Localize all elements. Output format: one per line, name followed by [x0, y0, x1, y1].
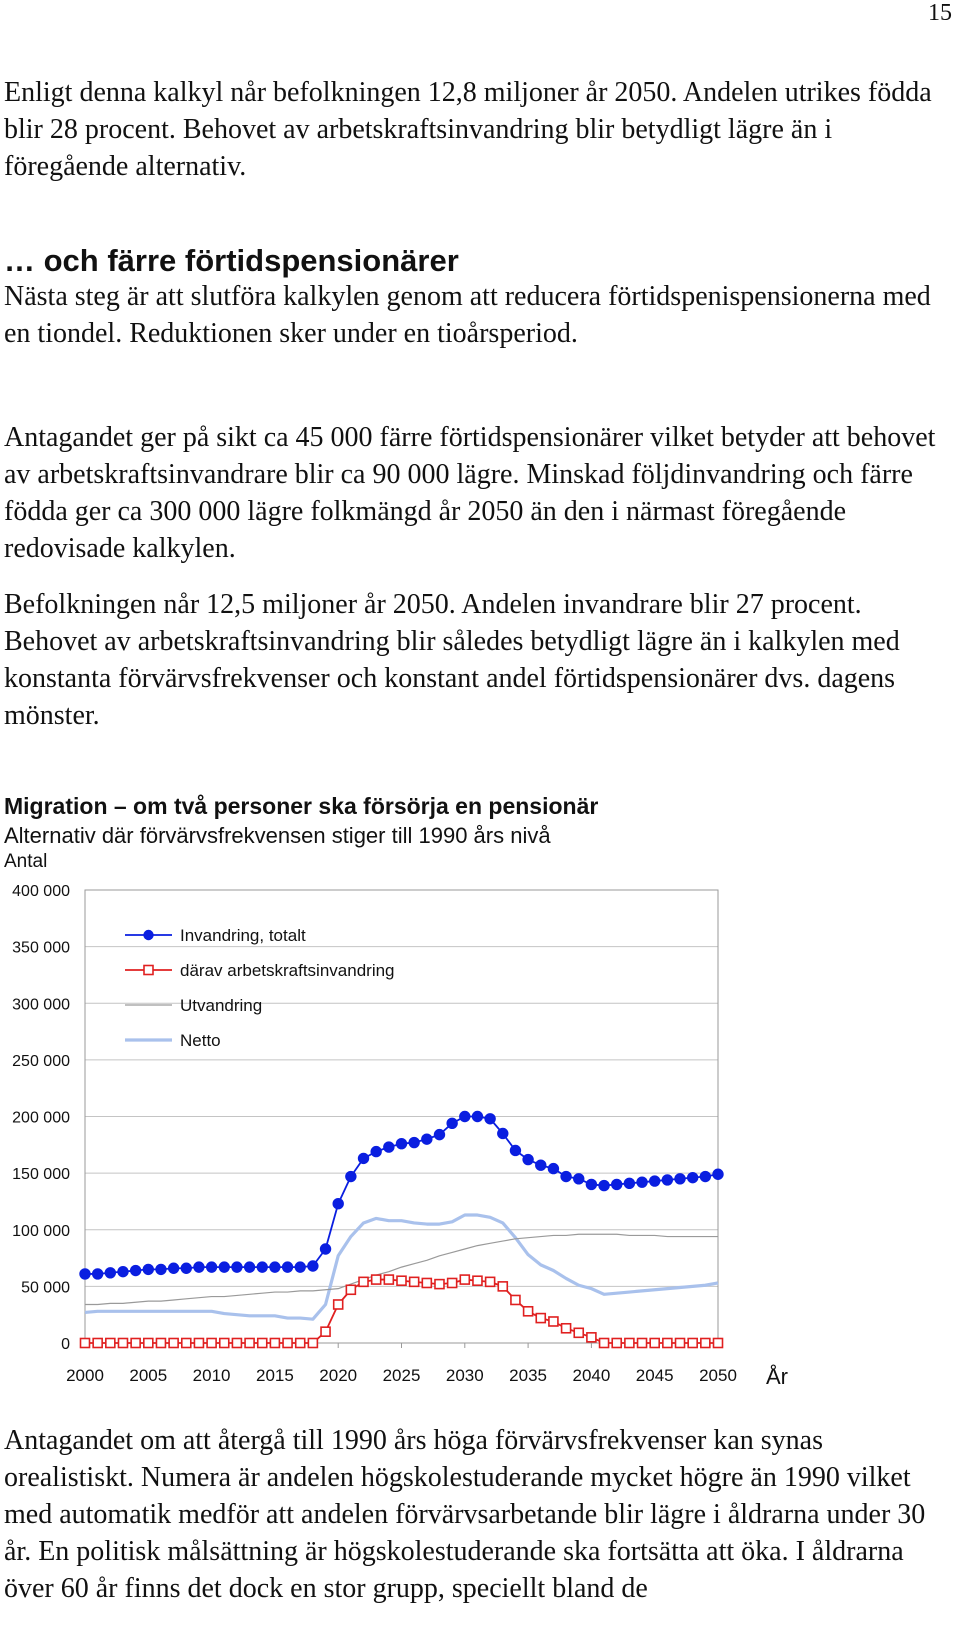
y-tick-label: 50 000	[21, 1279, 70, 1297]
series-2-point	[283, 1339, 292, 1348]
series-1-point	[599, 1180, 609, 1190]
series-2-point	[625, 1339, 634, 1348]
y-tick-label: 350 000	[12, 939, 70, 957]
series-1-point	[92, 1269, 102, 1279]
series-1-point	[358, 1153, 368, 1163]
series-1-point	[143, 1264, 153, 1274]
series-1-point	[536, 1160, 546, 1170]
x-tick-label: 2015	[255, 1366, 294, 1385]
y-tick-label: 150 000	[12, 1166, 70, 1184]
series-1-point	[662, 1175, 672, 1185]
x-tick-label: 2030	[445, 1366, 484, 1385]
series-2-point	[663, 1339, 672, 1348]
series-1-point	[257, 1262, 267, 1272]
series-2-point	[372, 1275, 381, 1284]
series-1-point	[485, 1114, 495, 1124]
series-2-point	[207, 1339, 216, 1348]
series-2-point	[346, 1285, 355, 1294]
series-1-point	[118, 1266, 128, 1276]
series-1-point	[574, 1174, 584, 1184]
y-tick-label: 300 000	[12, 996, 70, 1014]
series-1-point	[295, 1262, 305, 1272]
series-1-point	[624, 1178, 634, 1188]
y-tick-label: 100 000	[12, 1222, 70, 1240]
series-2-point	[549, 1317, 558, 1326]
series-2-point	[600, 1339, 609, 1348]
series-1-point	[282, 1262, 292, 1272]
series-1-point	[650, 1176, 660, 1186]
series-1-point	[687, 1172, 697, 1182]
legend-label-3: Utvandring	[180, 996, 263, 1015]
series-1-point	[675, 1174, 685, 1184]
series-2-point	[574, 1328, 583, 1337]
series-2-point	[562, 1324, 571, 1333]
series-1-point	[713, 1169, 723, 1179]
series-2-point	[612, 1339, 621, 1348]
y-tick-label: 0	[61, 1336, 70, 1353]
series-1-point	[168, 1263, 178, 1273]
series-1-point	[130, 1265, 140, 1275]
series-1-point	[447, 1118, 457, 1128]
x-tick-label: 2025	[382, 1366, 421, 1385]
series-1-point	[308, 1261, 318, 1271]
series-1-point	[409, 1137, 419, 1147]
series-1-point	[548, 1163, 558, 1173]
series-1-point	[320, 1244, 330, 1254]
page-number: 15	[928, 0, 952, 26]
series-2-point	[701, 1339, 710, 1348]
series-1-point	[384, 1142, 394, 1152]
series-1-point	[460, 1111, 470, 1121]
series-2-point	[359, 1277, 368, 1286]
series-2-point	[714, 1339, 723, 1348]
series-1-point	[422, 1134, 432, 1144]
series-2-point	[182, 1339, 191, 1348]
series-1-point	[396, 1138, 406, 1148]
series-2-point	[460, 1275, 469, 1284]
series-2-point	[498, 1282, 507, 1291]
series-2-point	[245, 1339, 254, 1348]
series-2-point	[308, 1339, 317, 1348]
legend-label-2: därav arbetskraftsinvandring	[180, 961, 395, 980]
series-2-point	[106, 1339, 115, 1348]
series-1-point	[244, 1262, 254, 1272]
x-tick-label: 2040	[572, 1366, 611, 1385]
x-tick-label: 2010	[192, 1366, 231, 1385]
series-2-point	[397, 1276, 406, 1285]
series-1-point	[219, 1262, 229, 1272]
series-2-point	[258, 1339, 267, 1348]
series-2-point	[81, 1339, 90, 1348]
series-1-point	[612, 1179, 622, 1189]
series-2-point	[524, 1307, 533, 1316]
series-1-point	[700, 1171, 710, 1181]
series-2-point	[270, 1339, 279, 1348]
x-axis-label: År	[766, 1364, 788, 1389]
series-2-point	[688, 1339, 697, 1348]
series-1-point	[333, 1199, 343, 1209]
series-2-point	[676, 1339, 685, 1348]
series-2-point	[194, 1339, 203, 1348]
series-2-point	[156, 1339, 165, 1348]
series-1-point	[346, 1171, 356, 1181]
series-1-point	[371, 1146, 381, 1156]
x-tick-label: 2045	[635, 1366, 674, 1385]
series-2-point	[118, 1339, 127, 1348]
series-2-point	[473, 1276, 482, 1285]
series-2-point	[422, 1278, 431, 1287]
series-2-point	[169, 1339, 178, 1348]
series-2-point	[536, 1314, 545, 1323]
intro-paragraph: Enligt denna kalkyl når befolkningen 12,8 miljoner år 2050. Andelen utrikes födda blir 28 procent. Behovet av arbetskraftsinvandring blir betydligt lägre än i föregående alternativ.	[4, 77, 932, 182]
legend-marker-1	[143, 930, 153, 940]
x-tick-label: 2005	[129, 1366, 168, 1385]
series-1-point	[510, 1145, 520, 1155]
series-2-point	[638, 1339, 647, 1348]
x-tick-label: 2050	[699, 1366, 737, 1385]
x-tick-label: 2020	[319, 1366, 358, 1385]
series-1-point	[472, 1111, 482, 1121]
series-1-point	[523, 1154, 533, 1164]
series-1-point	[586, 1179, 596, 1189]
section-heading: … och färre förtidspensionärer	[4, 243, 459, 278]
series-2-point	[131, 1339, 140, 1348]
series-2-point	[321, 1327, 330, 1336]
series-2-point	[296, 1339, 305, 1348]
legend-marker-2	[144, 966, 153, 975]
series-1-point	[80, 1269, 90, 1279]
series-1-point	[232, 1262, 242, 1272]
series-1-point	[637, 1177, 647, 1187]
series-2-point	[220, 1339, 229, 1348]
y-tick-label: 400 000	[12, 883, 70, 900]
y-tick-label: 250 000	[12, 1052, 70, 1070]
x-tick-label: 2000	[66, 1366, 104, 1385]
series-2-point	[232, 1339, 241, 1348]
series-2-point	[511, 1295, 520, 1304]
section-paragraph-3: Befolkningen når 12,5 miljoner år 2050. Andelen invandrare blir 27 procent. Behovet av arbetskraftsinvandring blir således betydligt lägre än i kalkylen med konstanta förvärvsfrekvenser och konstant andel förtidspensionärer dvs. dagens mönster.	[4, 589, 900, 731]
series-2-point	[435, 1280, 444, 1289]
series-1-point	[498, 1128, 508, 1138]
series-1-point	[105, 1268, 115, 1278]
series-2-point	[448, 1278, 457, 1287]
series-2-point	[650, 1339, 659, 1348]
series-2-point	[334, 1300, 343, 1309]
series-1-point	[434, 1129, 444, 1139]
migration-line-chart	[0, 870, 960, 1390]
series-1-point	[561, 1171, 571, 1181]
series-2-point	[144, 1339, 153, 1348]
series-2-point	[384, 1275, 393, 1284]
section-paragraph-2: Antagandet ger på sikt ca 45 000 färre förtidspensionärer vilket betyder att behovet av arbetskraftsinvandrare blir ca 90 000 lägre. Minskad följdinvandring och färre födda ger ca 300 000 lägre folkmängd år 2050 än den i närmast föregående redovisade kalkylen.	[4, 422, 936, 564]
series-1-point	[270, 1262, 280, 1272]
y-tick-label: 200 000	[12, 1109, 70, 1127]
chart-title: Migration – om två personer ska försörja en pensionär	[4, 793, 599, 819]
legend-label-1: Invandring, totalt	[180, 926, 306, 945]
y-axis-label: Antal	[4, 851, 48, 872]
legend-label-4: Netto	[180, 1031, 221, 1050]
x-tick-label: 2035	[509, 1366, 548, 1385]
series-1-point	[194, 1262, 204, 1272]
series-1-point	[206, 1262, 216, 1272]
series-2-point	[486, 1277, 495, 1286]
series-1-point	[156, 1264, 166, 1274]
series-2-point	[410, 1277, 419, 1286]
closing-paragraph: Antagandet om att återgå till 1990 års höga förvärvsfrekvenser kan synas orealistiskt. Numera är andelen högskolestuderande mycket högre än 1990 vilket med automatik medför att andelen förvärvsarbetande blir lägre i åldrarna under 30 år. En politisk målsättning är högskolestuderande ska fortsätta att öka. I åldrarna över 60 år finns det dock en stor grupp, speciellt bland de	[4, 1425, 926, 1604]
chart-subtitle: Alternativ där förvärvsfrekvensen stiger till 1990 års nivå	[4, 823, 551, 848]
series-2-point	[587, 1333, 596, 1342]
series-2-point	[93, 1339, 102, 1348]
section-paragraph-1: Nästa steg är att slutföra kalkylen genom att reducera förtidspenispensionerna med en tiondel. Reduktionen sker under en tioårsperiod.	[4, 281, 931, 349]
series-1-point	[181, 1263, 191, 1273]
